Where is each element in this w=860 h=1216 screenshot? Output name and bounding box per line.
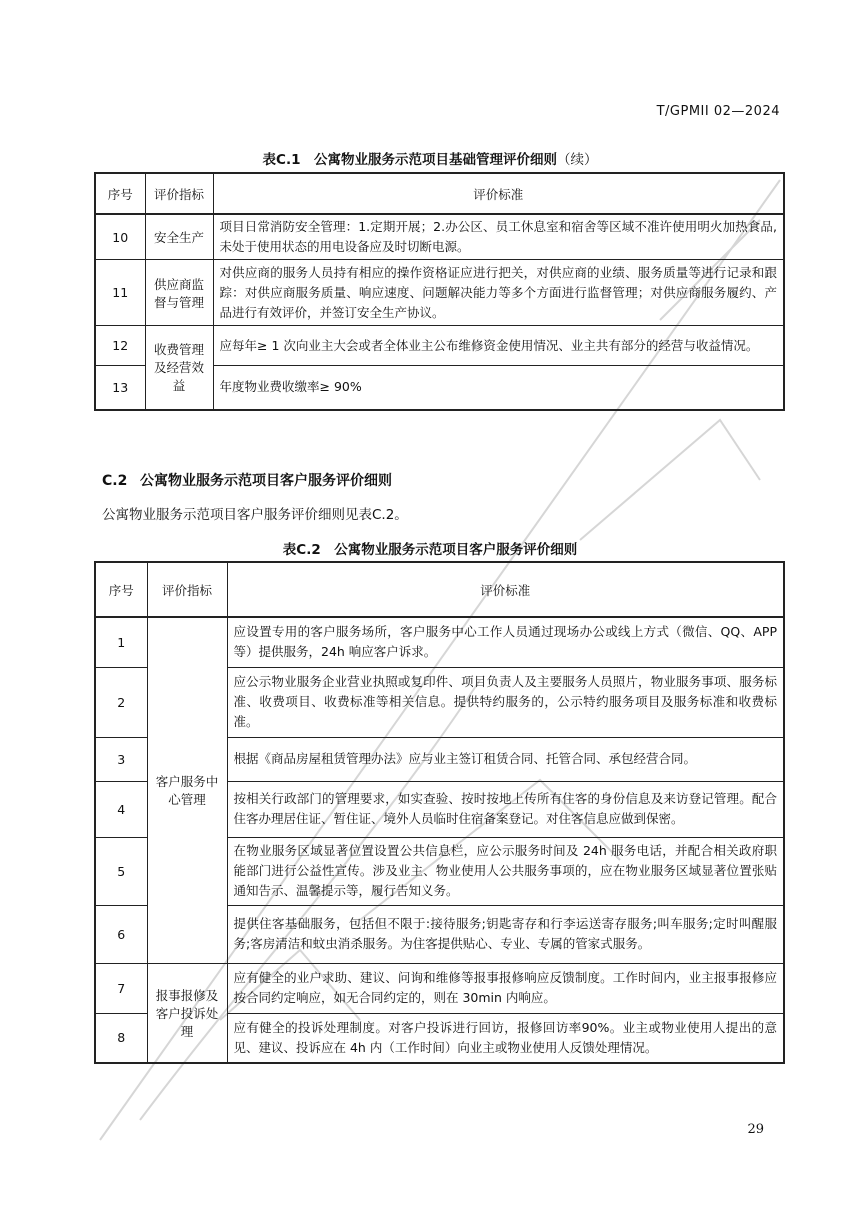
table-row [95,326,784,366]
row-standard: 应有健全的业户求助、建议、问询和维修等报事报修响应反馈制度。工作时间内，业主报事报修应按合同约定响应，如无合同约定的，则在 30min 内响应。 [227,963,784,1013]
section-heading [102,470,392,490]
group-indicator-repair-complaint: 报事报修及客户投诉处理 [147,963,227,1063]
row-standard: 应有健全的投诉处理制度。对客户投诉进行回访，报修回访率90%。业主或物业使用人提出的意见、建议、投诉应在 4h 内（工作时间）向业主或物业使用人反馈处理情况。 [227,1013,784,1063]
table-row [95,963,784,1013]
group-indicator-customer-service: 客户服务中心管理 [147,617,227,963]
row-standard: 应公示物业服务企业营业执照或复印件、项目负责人及主要服务人员照片，物业服务事项、服务标准、收费项目、收费标准等相关信息。提供特约服务的，公示特约服务项目及服务标准和收费标准。 [227,667,784,737]
section-body-text: 公寓物业服务示范项目客户服务评价细则见表C.2。 [102,507,408,523]
row-number: 6 [95,905,147,963]
row-standard: 根据《商品房屋租赁管理办法》应与业主签订租赁合同、托管合同、承包经营合同。 [227,737,784,781]
column-header-indicator: 评价指标 [145,173,213,214]
table-row [95,214,784,260]
page-number: 29 [747,1122,764,1137]
row-indicator: 收费管理及经营效益 [145,326,213,410]
row-standard: 应每年≥ 1 次向业主大会或者全体业主公布维修资金使用情况、业主共有部分的经营与收益情况。 [213,326,784,366]
row-number: 13 [95,366,145,410]
table-c2 [94,561,785,1064]
table-row [95,617,784,667]
column-header-standard: 评价标准 [227,562,784,617]
table-header-row [95,173,784,214]
row-standard: 项目日常消防安全管理：1.定期开展；2.办公区、员工休息室和宿舍等区域不准许使用明火加热食品,未处于使用状态的用电设备应及时切断电源。 [213,214,784,260]
row-indicator: 安全生产 [145,214,213,260]
table-caption [0,148,860,168]
row-indicator: 供应商监督与管理 [145,260,213,326]
row-number: 11 [95,260,145,326]
column-header-no: 序号 [95,173,145,214]
column-header-standard: 评价标准 [213,173,784,214]
table-caption: 表C.2 公寓物业服务示范项目客户服务评价细则 [282,542,578,558]
row-number: 2 [95,667,147,737]
column-header-no: 序号 [95,562,147,617]
row-standard: 在物业服务区域显著位置设置公共信息栏，应公示服务时间及 24h 服务电话，并配合相关政府职能部门进行公益性宣传。涉及业主、物业使用人公共服务事项的，应在物业服务区域显著位置张贴通知告示、温馨提示等，履行告知义务。 [227,837,784,905]
document-code: T/GPMII 02—2024 [656,104,780,119]
column-header-indicator: 评价指标 [147,562,227,617]
row-standard: 年度物业费收缴率≥ 90% [213,366,784,410]
row-number: 10 [95,214,145,260]
table-row [95,260,784,326]
row-number: 4 [95,781,147,837]
table-caption-text: 表C.1 公寓物业服务示范项目基础管理评价细则 [262,152,557,168]
table-c1 [94,172,785,411]
row-standard: 对供应商的服务人员持有相应的操作资格证应进行把关，对供应商的业绩、服务质量等进行记录和跟踪：对供应商服务质量、响应速度、问题解决能力等多个方面进行监督管理；对供应商服务履约、产品进行有效评价，并签订安全生产协议。 [213,260,784,326]
row-number: 8 [95,1013,147,1063]
row-number: 3 [95,737,147,781]
table-caption-continued: （续） [556,152,598,168]
row-standard: 提供住客基础服务，包括但不限于:接待服务;钥匙寄存和行李运送寄存服务;叫车服务;定时叫醒服务;客房清洁和蚊虫消杀服务。为住客提供贴心、专业、专属的管家式服务。 [227,905,784,963]
section-title: 公寓物业服务示范项目客户服务评价细则 [140,473,392,489]
row-number: 12 [95,326,145,366]
row-number: 7 [95,963,147,1013]
row-number: 1 [95,617,147,667]
row-standard: 应设置专用的客户服务场所，客户服务中心工作人员通过现场办公或线上方式（微信、QQ、APP等）提供服务，24h 响应客户诉求。 [227,617,784,667]
row-standard: 按相关行政部门的管理要求，如实查验、按时按地上传所有住客的身份信息及来访登记管理。配合住客办理居住证、暂住证、境外人员临时住宿备案登记。对住客信息应做到保密。 [227,781,784,837]
section-number: C.2 [102,473,128,489]
table-header-row [95,562,784,617]
row-number: 5 [95,837,147,905]
